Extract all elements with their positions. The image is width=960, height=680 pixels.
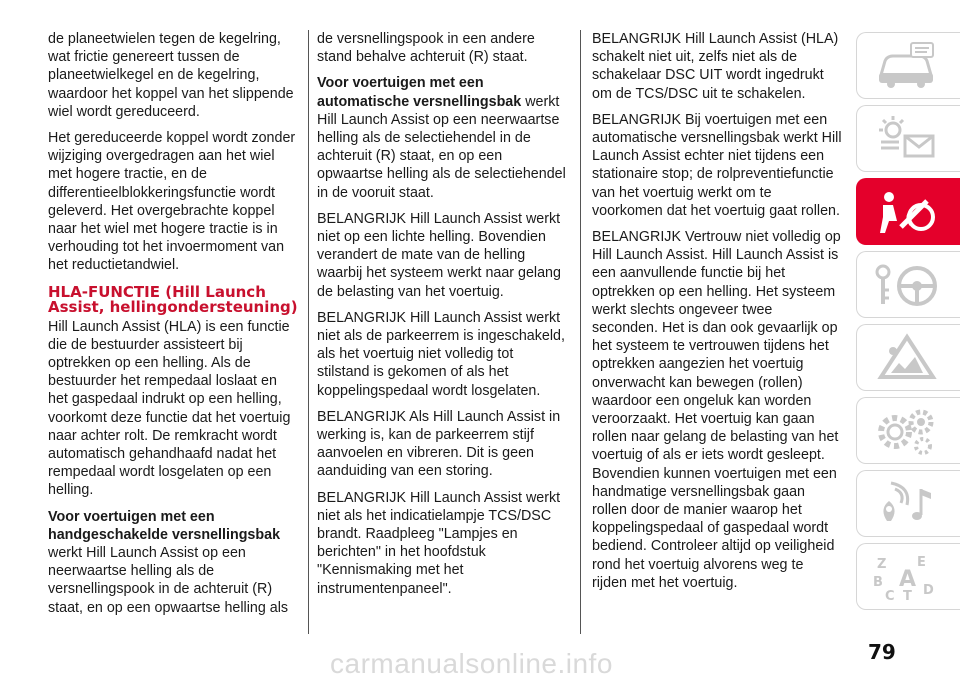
- chapter-tab-emergency[interactable]: [856, 324, 960, 391]
- paragraph-text: werkt Hill Launch Assist op een neerwaartse helling als de selectiehendel in de achteruit (R) staat, en op een opwaartse helling als de selectiehendel in de vooruit staat.: [317, 93, 566, 201]
- paragraph-text: werkt Hill Launch Assist op een neerwaartse helling als de versnellingspook in de achteruit (R) staat, en op een opwaartse helling als: [48, 545, 289, 616]
- paragraph: [317, 74, 567, 201]
- emergency-triangle-icon: [871, 333, 941, 383]
- chapter-tab-bar: [856, 32, 960, 616]
- lights-warning-icon: [871, 114, 941, 164]
- bold-lead: Voor voertuigen met een handgeschakelde versnellingsbak: [48, 508, 281, 543]
- index-letters-icon: [871, 552, 941, 602]
- key-steering-icon: [871, 260, 941, 310]
- text-column-2: [317, 30, 567, 606]
- note-paragraph: BELANGRIJK Hill Launch Assist werkt niet op een lichte helling. Bovendien verandert de mate van de helling waarbij het systeem werkt naar gelang de belasting van het voertuig.: [317, 210, 561, 300]
- index-letter: B: [873, 575, 883, 590]
- multimedia-icon: [871, 479, 941, 529]
- index-letter: D: [923, 583, 934, 598]
- bold-lead: Voor voertuigen met een automatische versnellingsbak: [317, 75, 522, 110]
- car-info-icon: [871, 41, 941, 91]
- chapter-tab-vehicle[interactable]: [856, 32, 960, 99]
- paragraph: Hill Launch Assist (HLA) is een functie die de bestuurder assisteert bij optrekken op een helling. Als de bestuurder het rempedaal loslaat en het gaspedaal indrukt op een helling, voorkomt deze functie dat het voertuig naar achter rolt. De remkracht wordt automatisch gehandhaafd nadat het rempedaal wordt losgelaten op een helling.: [48, 318, 291, 499]
- column-divider: [308, 30, 309, 634]
- text-column-3: [592, 30, 842, 600]
- airbag-safety-icon: [871, 187, 941, 237]
- chapter-tab-instruments[interactable]: [856, 105, 960, 172]
- watermark: carmanualsonline.info: [330, 648, 613, 679]
- index-letter: E: [917, 555, 926, 570]
- note-paragraph: BELANGRIJK Bij voertuigen met een automatische versnellingsbak werkt Hill Launch Assist echter niet tijdens een stationaire stop; de rolpreventiefunctie van het voertuig werkt om te voorkomen dat het voertuig gaat rollen.: [592, 111, 842, 219]
- chapter-tab-index[interactable]: [856, 543, 960, 610]
- chapter-tab-maintenance[interactable]: [856, 397, 960, 464]
- note-paragraph: BELANGRIJK Als Hill Launch Assist in werking is, kan de parkeerrem stijf aanvoelen en vibreren. Dit is geen aanduiding van een storing.: [317, 408, 561, 480]
- page-number: 79: [868, 640, 896, 664]
- paragraph: de versnellingspook in een andere stand behalve achteruit (R) staat.: [317, 31, 535, 66]
- chapter-tab-multimedia[interactable]: [856, 470, 960, 537]
- paragraph: de planeetwielen tegen de kegelring, wat frictie genereert tussen de planeetwielkegel en de kegelring, waardoor het koppel van het slippende wiel wordt gereduceerd.: [48, 31, 294, 120]
- chapter-tab-starting[interactable]: [856, 251, 960, 318]
- index-letter: C: [885, 589, 895, 602]
- note-paragraph: BELANGRIJK Hill Launch Assist werkt niet als de parkeerrem is ingeschakeld, als het voertuig niet volledig tot stilstand is gekomen of als het koppelingspedaal wordt losgelaten.: [317, 309, 565, 399]
- index-letter: Z: [877, 557, 887, 572]
- index-letter: T: [903, 589, 912, 602]
- section-heading: HLA-FUNCTIE (Hill Launch Assist, hellingondersteuning): [48, 282, 298, 317]
- note-paragraph: BELANGRIJK Hill Launch Assist (HLA) schakelt niet uit, zelfs niet als de schakelaar DSC UIT wordt ingedrukt om de TCS/DSC uit te schakelen.: [592, 31, 839, 102]
- text-column-1: [48, 30, 300, 625]
- paragraph: Het gereduceerde koppel wordt zonder wijziging overgedragen aan het wiel met hogere tractie, en de differentieelblokkeringsfunctie wordt geleverd. Het overgebrachte koppel naar het wiel met hogere tractie is in verhouding tot het invoermoment van het reductietandwiel.: [48, 130, 296, 274]
- chapter-tab-safety[interactable]: [856, 178, 960, 245]
- note-paragraph: BELANGRIJK Vertrouw niet volledig op Hill Launch Assist. Hill Launch Assist is een aanvullende functie bij het optrekken op een helling. Het systeem werkt slechts ongeveer twee seconden. Het is dan ook gevaarlijk op het systeem te vertrouwen tijdens het optrekken aangezien het voertuig onverwacht kan bewegen (rollen) waardoor een ongeluk kan worden veroorzaakt. Het voertuig kan gaan rollen naar gelang de belasting van het voertuig of als er iets wordt gesleept. Bovendien kunnen voertuigen met een handmatige versnellingsbak gaan rollen door de manier waarop het koppelingspedaal of gaspedaal wordt bediend. Controleer altijd op veiligheid rond het voertuig alvorens weg te rijden met het voertuig.: [592, 229, 841, 591]
- index-letter: A: [899, 567, 917, 592]
- paragraph: [48, 508, 300, 617]
- maintenance-gears-icon: [871, 406, 941, 456]
- column-divider: [580, 30, 581, 634]
- note-paragraph: BELANGRIJK Hill Launch Assist werkt niet als het indicatielampje TCS/DSC brandt. Raadpleeg "Lampjes en berichten" in het hoofdstuk "Kennismaking met het instrumentenpaneel".: [317, 489, 561, 597]
